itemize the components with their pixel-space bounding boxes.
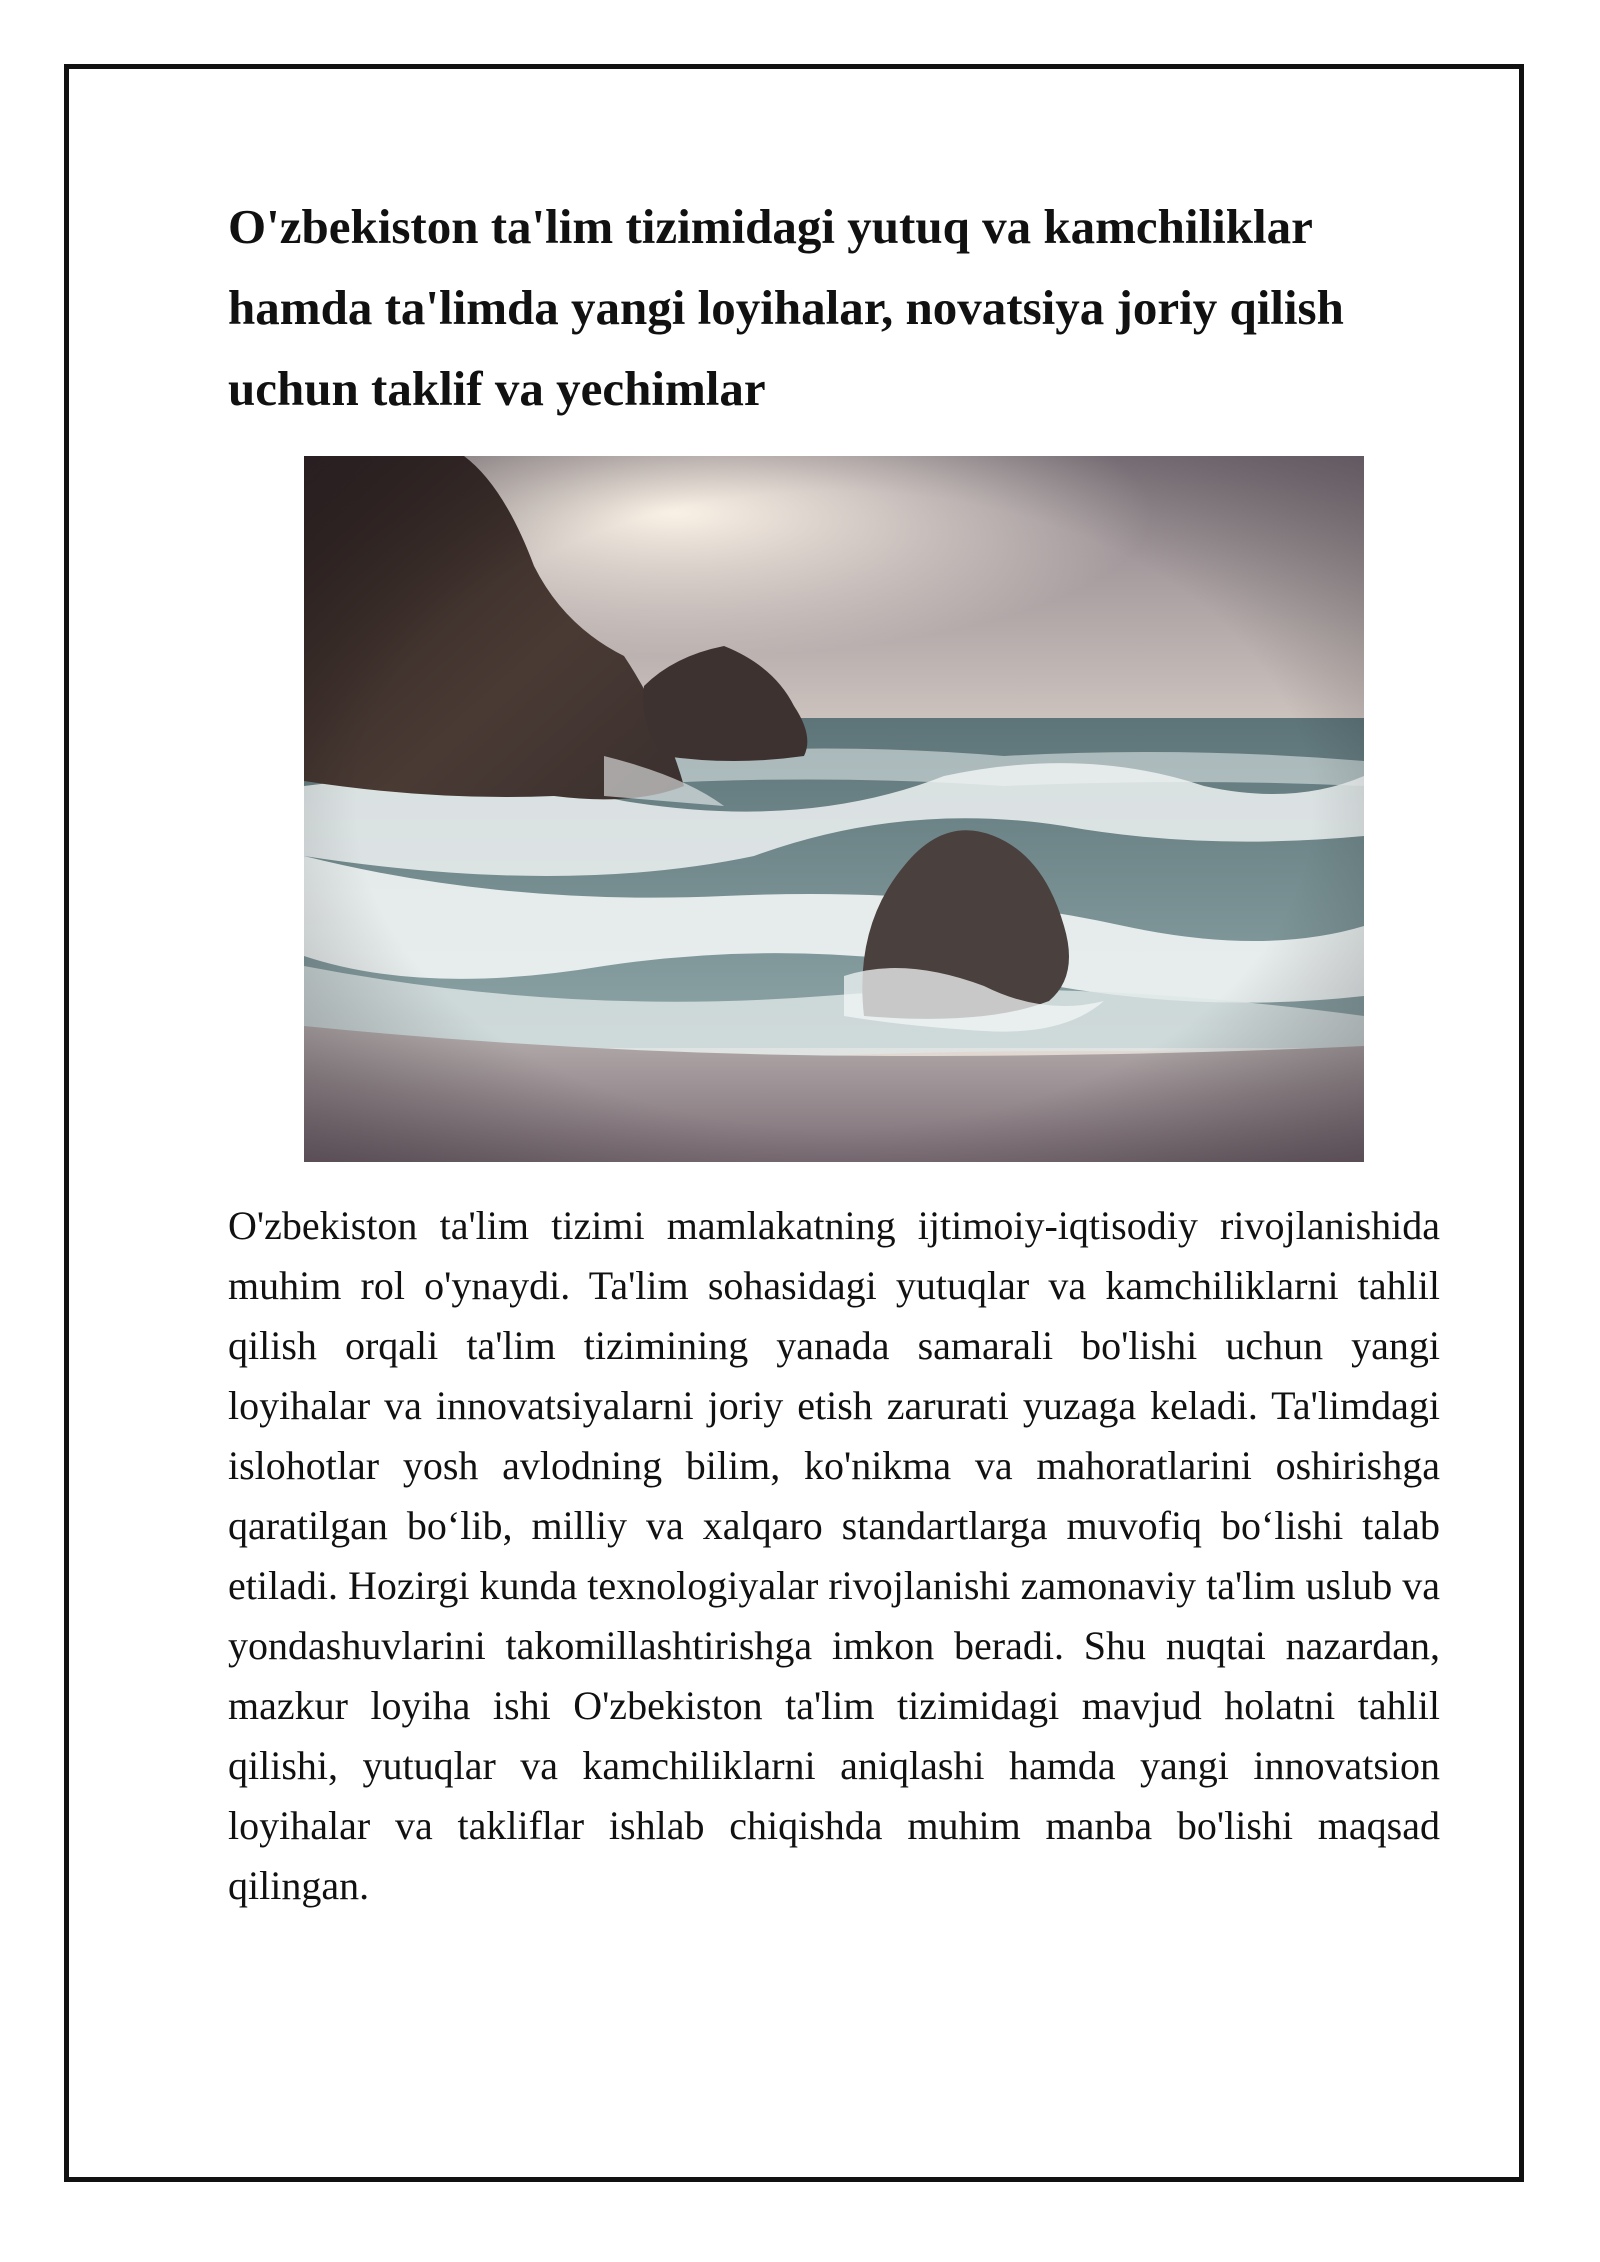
seashore-photo xyxy=(304,456,1364,1162)
document-title: O'zbekiston ta'lim tizimidagi yutuq va kamchiliklar hamda ta'limda yangi loyihalar, novatsiya joriy qilish uchun taklif va yechimlar xyxy=(228,199,1344,416)
body-paragraph: O'zbekiston ta'lim tizimi mamlakatning ijtimoiy-iqtisodiy rivojlanishida muhim rol o'ynaydi. Ta'lim sohasidagi yutuqlar va kamchiliklarni tahlil qilish orqali ta'lim tizimining yanada samarali bo'lishi uchun yangi loyihalar va innovatsiyalarni joriy etish zarurati yuzaga keladi. Ta'limdagi islohotlar yosh avlodning bilim, ko'nikma va mahoratlarini oshirishga qaratilgan bo‘lib, milliy va xalqaro standartlarga muvofiq bo‘lishi talab etiladi. Hozirgi kunda texnologiyalar rivojlanishi zamonaviy ta'lim uslub va yondashuvlarini takomillashtirishga imkon beradi. Shu nuqtai nazardan, mazkur loyiha ishi O'zbekiston ta'lim tizimidagi mavjud holatni tahlil qilishi, yutuqlar va kamchiliklarni aniqlashi hamda yangi innovatsion loyihalar va takliflar ishlab chiqishda muhim manba bo'lishi maqsad qilingan. xyxy=(228,1203,1440,1908)
